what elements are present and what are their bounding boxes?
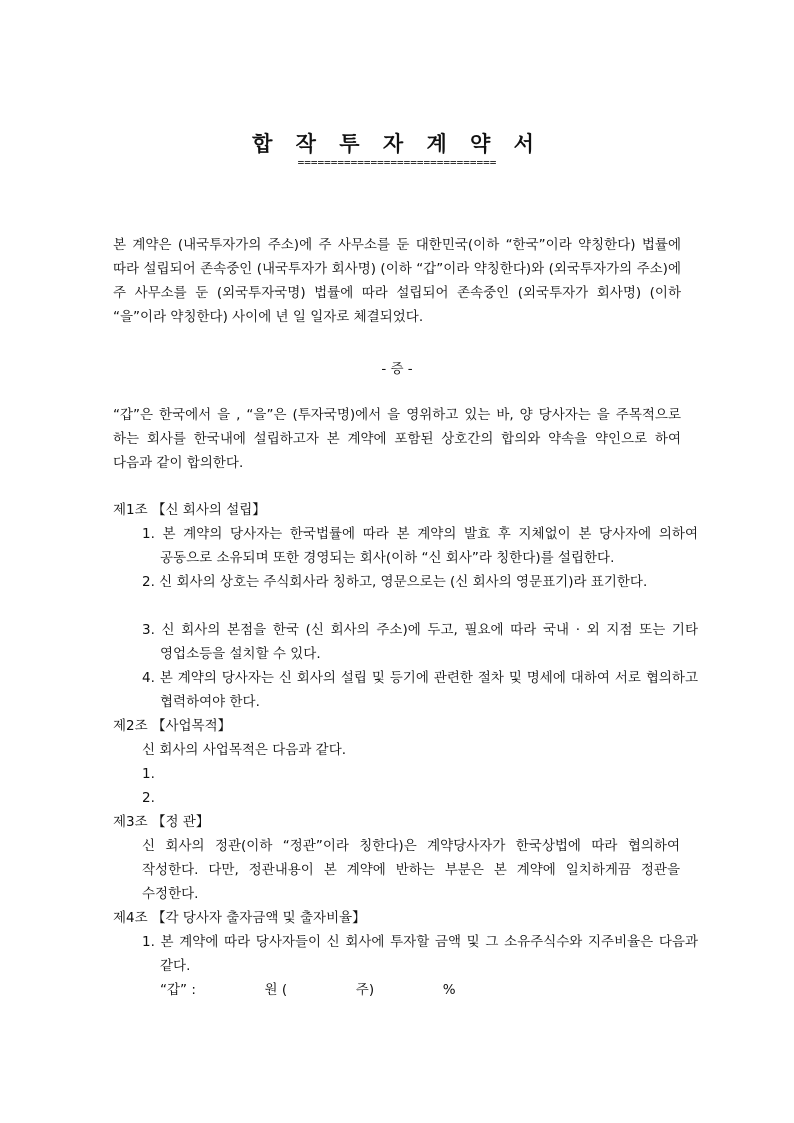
document-title: 합 작 투 자 계 약 서	[252, 132, 542, 156]
intro-paragraph: 본 계약은 (내국투자가의 주소)에 주 사무소를 둔 대한민국(이하 “한국”이라 약칭한다) 법률에 따라 설립되어 존속중인 (내국투자가 회사명) (이하 “갑”이라 약칭한다)와 (외국투자가의 주소)에 주 사무소를 둔 (외국투자국명) 법률에 따라 설립되어 존속중인 (외국투자가 회사명) (이하 “을”이라 약칭한다) 사이에 년 일 일자로 체결되었다.	[113, 237, 681, 325]
article-1-item-1: 1. 본 계약의 당사자는 한국법률에 따라 본 계약의 발효 후 지체없이 본 당사자에 의하여 공동으로 소유되며 또한 경영되는 회사(이하 “신 회사”라 칭한다)를 설립한다.	[142, 526, 698, 566]
article-4-heading: 제4조 【각 당사자 출자금액 및 출자비율】	[113, 910, 366, 926]
article-3-heading: 제3조 【정 관】	[113, 814, 210, 830]
article-3-body: 신 회사의 정관(이하 “정관”이라 칭한다)은 계약당사자가 한국상법에 따라 협의하여 작성한다. 다만, 정관내용이 본 계약에 반하는 부분은 본 계약에 일치하게끔 정관을 수정한다.	[142, 838, 680, 902]
article-2-body: 신 회사의 사업목적은 다음과 같다.	[142, 742, 347, 758]
article-1-item-2: 2. 신 회사의 상호는 주식회사라 칭하고, 영문으로는 (신 회사의 영문표기)라 표기한다.	[142, 574, 648, 590]
article-4-gap-line: “갑” : 원 ( 주) %	[160, 982, 456, 998]
article-1-item-4: 4. 본 계약의 당사자는 신 회사의 설립 및 등기에 관련한 절차 및 명세에 대하여 서로 협의하고 협력하여야 한다.	[142, 670, 698, 710]
witness-heading: - 증 -	[381, 361, 413, 377]
article-4-item-1: 1. 본 계약에 따라 당사자들이 신 회사에 투자할 금액 및 그 소유주식수와 지주비율은 다음과 같다.	[142, 934, 698, 974]
article-1-heading: 제1조 【신 회사의 설립】	[113, 502, 266, 518]
recital-paragraph: “갑”은 한국에서 을 , “을”은 (투자국명)에서 을 영위하고 있는 바, 양 당사자는 을 주목적으로 하는 회사를 한국내에 설립하고자 본 계약에 포함된 상호간의 합의와 약속을 약인으로 하여 다음과 같이 합의한다.	[113, 407, 681, 471]
article-2-heading: 제2조 【사업목적】	[113, 718, 232, 734]
article-2-item-1: 1.	[142, 766, 155, 782]
title-underline: ==============================	[297, 156, 497, 169]
article-2-item-2: 2.	[142, 790, 155, 806]
article-1-item-3: 3. 신 회사의 본점을 한국 (신 회사의 주소)에 두고, 필요에 따라 국내 · 외 지점 또는 기타 영업소등을 설치할 수 있다.	[142, 622, 698, 662]
